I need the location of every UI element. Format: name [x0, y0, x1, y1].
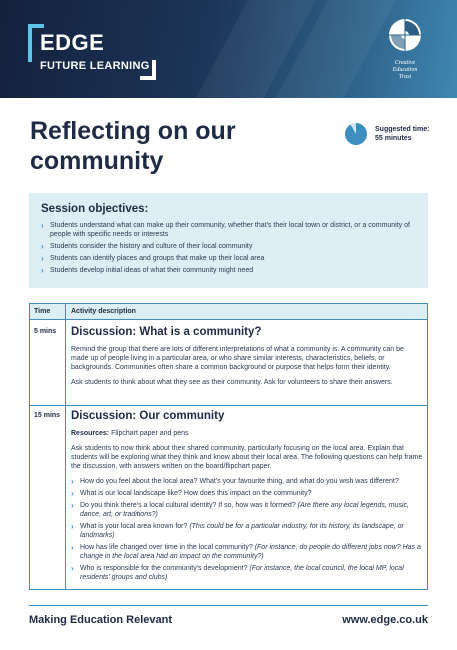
logo-main-text: EDGE	[40, 30, 105, 55]
objective-text: Students understand what can make up their community, whether that's their local town or district, or a community of people with specific needs or interests	[50, 222, 410, 238]
column-header-activity: Activity description	[71, 308, 136, 315]
activity-heading: Discussion: Our community	[71, 410, 225, 422]
table-header	[30, 304, 427, 320]
discussion-questions	[71, 477, 423, 582]
column-header-time: Time	[34, 308, 51, 315]
resources-label: Resources:	[71, 430, 110, 437]
objective-text: Students develop initial ideas of what their community might need	[50, 267, 254, 274]
chevron-right-icon: ›	[41, 254, 44, 263]
question-text: Who is responsible for the community's development?	[80, 565, 250, 572]
list-item	[71, 564, 423, 582]
list-item	[71, 477, 423, 486]
question-hint: (For instance, do people do different jobs now? Has a change in the local area had an impact on the community?)	[80, 544, 421, 560]
chevron-right-icon: ›	[71, 564, 74, 573]
list-item	[41, 266, 416, 275]
objective-text: Students can identify places and groups that make up their local area	[50, 255, 265, 262]
question-text: How do you feel about the local area? What's your favourite thing, and what do you wish was different?	[80, 478, 399, 485]
objectives-heading: Session objectives:	[41, 203, 149, 215]
activity-paragraph: Ask students to now think about their shared community, particularly focusing on the local area. Explain that students will be exploring what they think and know about their local area. The following questions can help frame the discussion, with answers written on the board/flipchart paper.	[71, 445, 423, 470]
logo-bracket-right	[140, 60, 156, 80]
question-hint: (For instance, the local council, the local MP, local residents' groups and clubs)	[80, 565, 404, 581]
question-text: Do you think there's a local cultural identity? If so, how was it formed?	[80, 502, 298, 509]
creative-education-trust-logo	[377, 18, 433, 81]
chevron-right-icon: ›	[71, 543, 74, 552]
trust-text-line: Trust	[398, 74, 412, 80]
trust-text-line: Creative	[394, 60, 416, 66]
question-text: What is your local area known for?	[80, 523, 190, 530]
footer-tagline: Making Education Relevant	[29, 614, 173, 626]
question-hint: (Are there any local legends, music, dance, art, or traditions?)	[80, 502, 409, 518]
suggested-time-value: 55 minutes	[375, 135, 412, 142]
objectives-list	[41, 221, 416, 275]
chevron-right-icon: ›	[41, 221, 44, 230]
list-item	[41, 254, 416, 263]
list-item	[71, 543, 423, 561]
chevron-right-icon: ›	[41, 242, 44, 251]
row-divider	[30, 405, 427, 406]
footer-website-link[interactable]: www.edge.co.uk	[342, 614, 428, 626]
resources-line	[71, 429, 423, 438]
list-item	[71, 501, 423, 519]
activity-heading: Discussion: What is a community?	[71, 326, 262, 338]
column-divider	[65, 304, 66, 589]
question-text: What is our local landscape like? How does this impact on the community?	[80, 490, 312, 497]
chevron-right-icon: ›	[41, 266, 44, 275]
activity-paragraph: Remind the group that there are lots of different interpretations of what a community is. A community can be made up of people living in a particular area, or who share similar interests, characteristics, beliefs, or backgrounds. Communities often share a common background or purpose that helps form their identity.	[71, 346, 404, 371]
question-hint: (This could be for a particular industry, for its history, its landscape, or landmarks)	[80, 523, 404, 539]
footer-divider	[29, 605, 428, 606]
clock-pie-icon	[344, 122, 368, 146]
page-title: Reflecting on our community	[30, 117, 236, 175]
question-text: How has life changed over time in the local community?	[80, 544, 255, 551]
table-row	[71, 326, 423, 393]
list-item	[71, 522, 423, 540]
session-objectives	[29, 193, 428, 288]
list-item	[41, 242, 416, 251]
list-item	[71, 489, 423, 498]
chevron-right-icon: ›	[71, 501, 74, 510]
activity-paragraph: Ask students to think about what they see as their community. Ask for volunteers to share their answers.	[71, 379, 393, 386]
logo-sub-text: FUTURE LEARNING	[40, 60, 150, 72]
suggested-time	[344, 122, 444, 148]
header-banner	[0, 0, 457, 98]
suggested-time-label: Suggested time:	[375, 126, 430, 133]
trust-text-line: Education	[392, 67, 418, 73]
table-row	[71, 410, 423, 585]
chevron-right-icon: ›	[71, 477, 74, 486]
row-time: 5 mins	[34, 328, 57, 335]
trust-emblem-icon	[388, 18, 422, 52]
resources-value: Flipchart paper and pens	[109, 430, 189, 437]
edge-logo	[28, 24, 158, 84]
objective-text: Students consider the history and culture of their local community	[50, 243, 253, 250]
list-item	[41, 221, 416, 239]
chevron-right-icon: ›	[71, 522, 74, 531]
row-time: 15 mins	[34, 412, 61, 419]
activity-table	[29, 303, 428, 590]
chevron-right-icon: ›	[71, 489, 74, 498]
